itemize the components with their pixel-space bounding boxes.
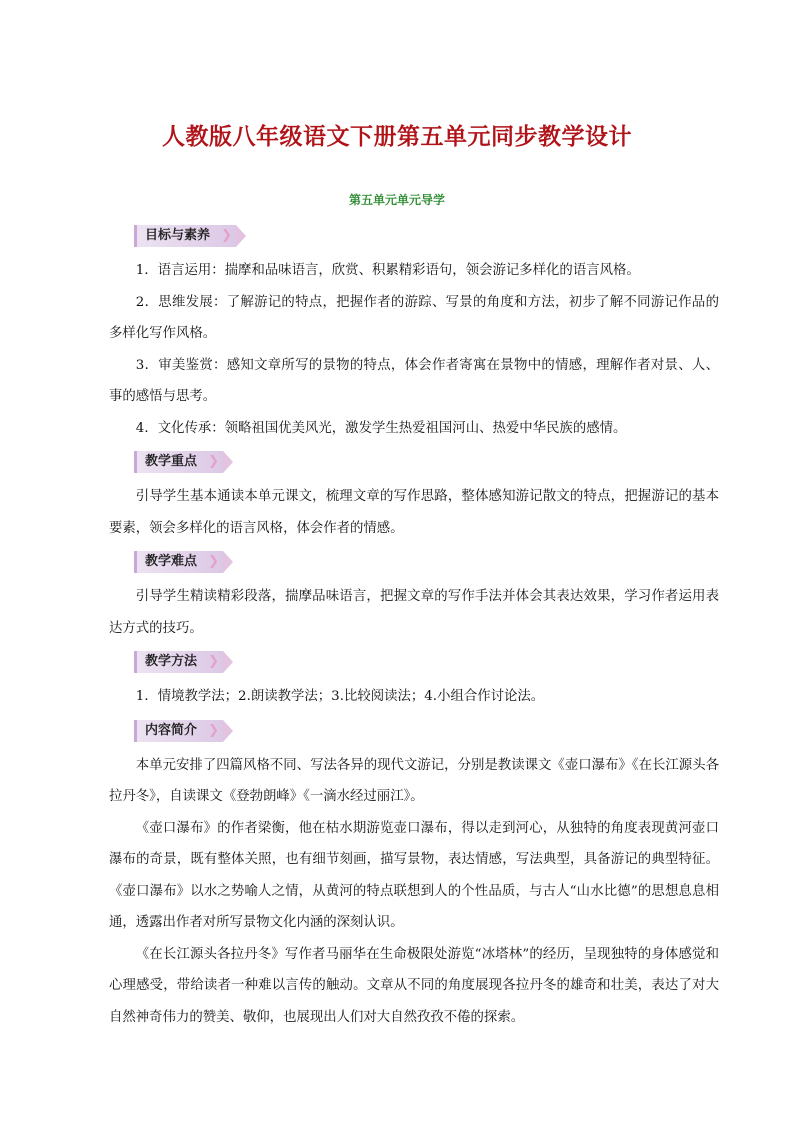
chevron-right-icon: ❯: [208, 554, 220, 569]
section-difficulties: [109, 550, 719, 644]
paragraph: 1．情境教学法；2.朗读教学法；3.比较阅读法；4.小组合作讨论法。: [135, 689, 545, 704]
document-body: [109, 224, 719, 1039]
paragraph: 4．文化传承：领略祖国优美风光，激发学生热爱祖国河山、热爱中华民族的感情。: [135, 420, 627, 436]
paragraph: 引导学生基本通读本单元课文，梳理文章的写作思路，整体感知游记散文的特点，把握游记的基本要素，领会多样化的语言风格，体会作者的情感。: [109, 489, 719, 536]
section-label-overview: 内容简介 ❯: [134, 720, 223, 742]
chevron-right-icon: ❯: [208, 654, 220, 669]
section-label-goals: 目标与素养 ❯: [134, 225, 236, 247]
section-label-key-points: 教学重点 ❯: [134, 451, 223, 473]
paragraph: 引导学生精读精彩段落，揣摩品味语言，把握文章的写作手法并体会其表达效果，学习作者运用表达方式的技巧。: [109, 589, 719, 636]
paragraph: 3．审美鉴赏：感知文章所写的景物的特点，体会作者寄寓在景物中的情感，理解作者对景、人、事的感悟与思考。: [109, 357, 719, 404]
section-label-methods: 教学方法 ❯: [134, 651, 223, 673]
paragraph: 2．思维发展：了解游记的特点，把握作者的游踪、写景的角度和方法，初步了解不同游记作品的多样化写作风格。: [109, 294, 719, 341]
chevron-right-icon: ❯: [221, 228, 233, 243]
paragraph: 1．语言运用：揣摩和品味语言，欣赏、积累精彩语句，领会游记多样化的语言风格。: [135, 263, 640, 278]
chevron-right-icon: ❯: [208, 722, 220, 738]
section-label-difficulties: 教学难点 ❯: [134, 551, 223, 573]
section-methods: [109, 650, 719, 713]
section-key-points: [109, 450, 719, 544]
chevron-right-icon: ❯: [208, 454, 220, 469]
section-goals: [109, 224, 719, 444]
document-title: 人教版八年级语文下册第五单元同步教学设计: [162, 124, 632, 150]
paragraph: 《在长江源头各拉丹冬》写作者马丽华在生命极限处游览“冰塔林”的经历，呈现独特的身体感觉和心理感受，带给读者一种难以言传的触动。文章从不同的角度展现各拉丹冬的雄奇和壮美，表达了对大自然神奇伟力的赞美、敬仰，也展现出人们对大自然孜孜不倦的探索。: [109, 946, 719, 1025]
section-overview: [109, 719, 719, 1034]
paragraph: 《壶口瀑布》的作者梁衡，他在枯水期游览壶口瀑布，得以走到河心，从独特的角度表现黄河壶口瀑布的奇景，既有整体关照，也有细节刻画，描写景物，表达情感，写法典型，具备游记的典型特征。《壶口瀑布》以水之势喻人之情，从黄河的特点联想到人的个性品质，与古人“山水比德”的思想息息相通，透露出作者对所写景物文化内涵的深刻认识。: [109, 820, 719, 930]
paragraph: 本单元安排了四篇风格不同、写法各异的现代文游记，分别是教读课文《壶口瀑布》《在长江源头各拉丹冬》，自读课文《登勃朗峰》《一滴水经过丽江》。: [109, 757, 719, 804]
unit-subtitle: 第五单元单元导学: [348, 193, 445, 207]
